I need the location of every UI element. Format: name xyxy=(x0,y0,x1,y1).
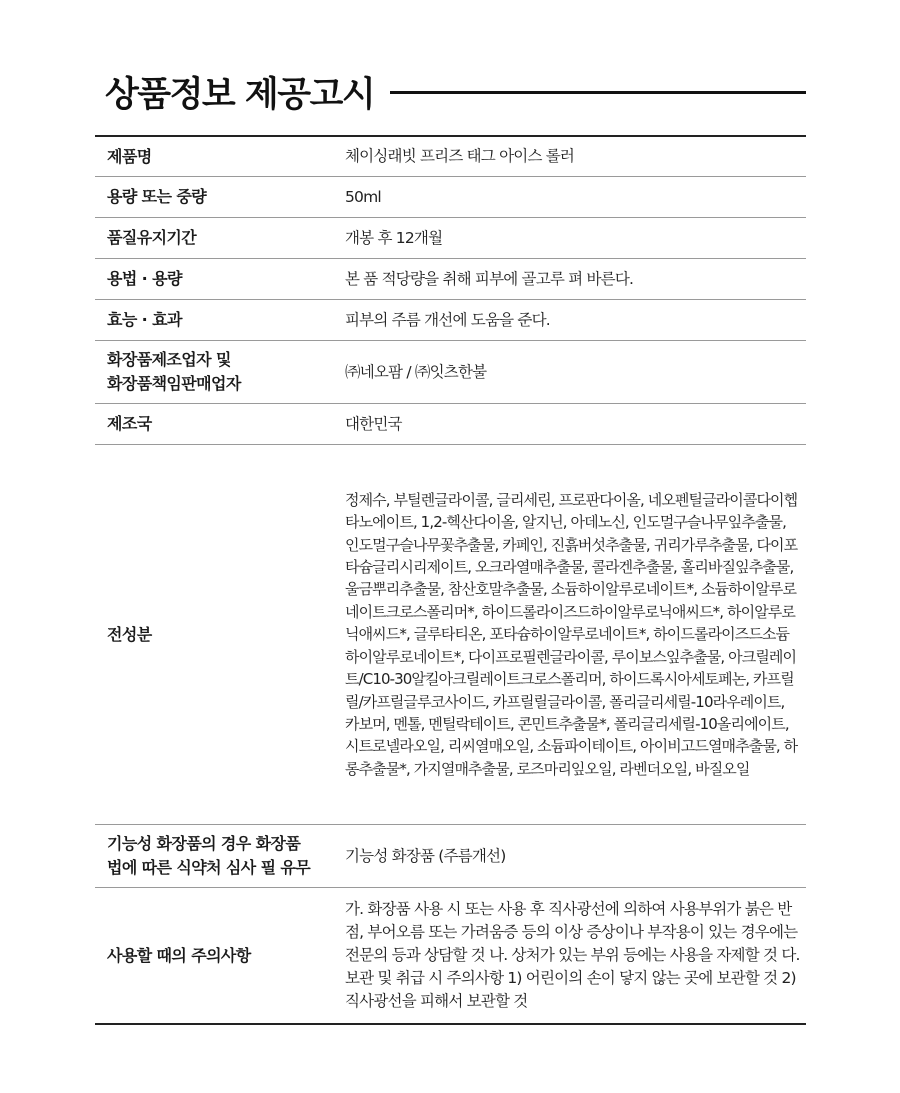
info-table xyxy=(95,135,806,1025)
ingredients-text: 정제수, 부틸렌글라이콜, 글리세린, 프로판다이올, 네오펜틸글라이콜다이헵타노에이트, 1,2-헥산다이올, 알지닌, 아데노신, 인도멀구슬나무잎추출물, 인도멀구슬나무꽃추출물, 카페인, 진흙버섯추출물, 귀리가루추출물, 다이포타슘글리시리제이트, 오크라열매추출물, 콜라겐추출물, 홀리바질잎추출물, 울금뿌리추출물, 참산호말추출물, 소듐하이알루로네이트*, 소듐하이알루로네이트크로스폴리머*, 하이드롤라이즈드하이알루로닉애씨드*, 하이알루로닉애씨드*, 글루타티온, 포타슘하이알루로네이트*, 하이드롤라이즈드소듐하이알루로네이트*, 다이프로필렌글라이콜, 루이보스잎추출물, 아크릴레이트/C10-30알킬아크릴레이트크로스폴리머, 하이드록시아세토페논, 카프릴릴/카프릴글루코사이드, 카프릴릴글라이콜, 폴리글리세릴-10라우레이트, 카보머, 멘톨, 멘틸락테이트, 콘민트추출물*, 폴리글리세릴-10올리에이트, 시트로넬라오일, 리씨열매오일, 소듐파이테이트, 아이비고드열매추출물, 하롱추출물*, 가지열매추출물, 로즈마리잎오일, 라벤더오일, 바질오일 xyxy=(345,490,798,778)
row-label: 용량 또는 중량 xyxy=(107,187,207,206)
row-label: 사용할 때의 주의사항 xyxy=(107,945,251,965)
table-row xyxy=(95,404,806,445)
table-row xyxy=(95,300,806,341)
row-label-line: 기능성 화장품의 경우 화장품 xyxy=(107,834,301,853)
row-label xyxy=(95,348,345,396)
table-row xyxy=(95,177,806,218)
row-value: 본 품 적당량을 취해 피부에 골고루 펴 바른다. xyxy=(345,269,634,288)
table-row xyxy=(95,341,806,404)
row-value: 체이싱래빗 프리즈 태그 아이스 롤러 xyxy=(345,147,575,165)
row-value: 피부의 주름 개선에 도움을 준다. xyxy=(345,310,550,329)
row-label-line: 화장품제조업자 및 xyxy=(107,350,231,369)
row-label: 효능 · 효과 xyxy=(107,310,182,329)
table-row xyxy=(95,259,806,300)
row-value: 50ml xyxy=(345,187,381,206)
row-label: 제품명 xyxy=(107,146,152,166)
table-row xyxy=(95,445,806,825)
row-label: 품질유지기간 xyxy=(107,228,197,247)
caution-text: 가. 화장품 사용 시 또는 사용 후 직사광선에 의하여 사용부위가 붉은 반점, 부어오름 또는 가려움증 등의 이상 증상이나 부작용이 있는 경우에는 전문의 등과 상담할 것 나. 상처가 있는 부위 등에는 사용을 자제할 것 다. 보관 및 취급 시 주의사항 1) 어린이의 손이 닿지 않는 곳에 보관할 것 2) 직사광선을 피해서 보관할 것 xyxy=(345,900,800,1010)
title-divider xyxy=(390,91,806,94)
row-value: 기능성 화장품 (주름개선) xyxy=(345,846,506,865)
row-value: 대한민국 xyxy=(345,414,402,433)
row-label-line: 화장품책임판매업자 xyxy=(107,374,241,393)
table-row xyxy=(95,825,806,888)
table-row xyxy=(95,218,806,259)
title-row xyxy=(95,66,806,118)
row-label xyxy=(95,832,345,880)
row-label: 전성분 xyxy=(107,624,152,644)
row-value: ㈜네오팜 / ㈜잇츠한불 xyxy=(345,362,487,381)
table-row xyxy=(95,137,806,177)
table-row xyxy=(95,888,806,1023)
page-title: 상품정보 제공고시 xyxy=(105,75,375,115)
row-label-line: 법에 따른 식약처 심사 필 유무 xyxy=(107,858,311,877)
row-label: 용법 · 용량 xyxy=(107,269,182,288)
row-label: 제조국 xyxy=(107,414,152,433)
row-value: 개봉 후 12개월 xyxy=(345,228,443,247)
